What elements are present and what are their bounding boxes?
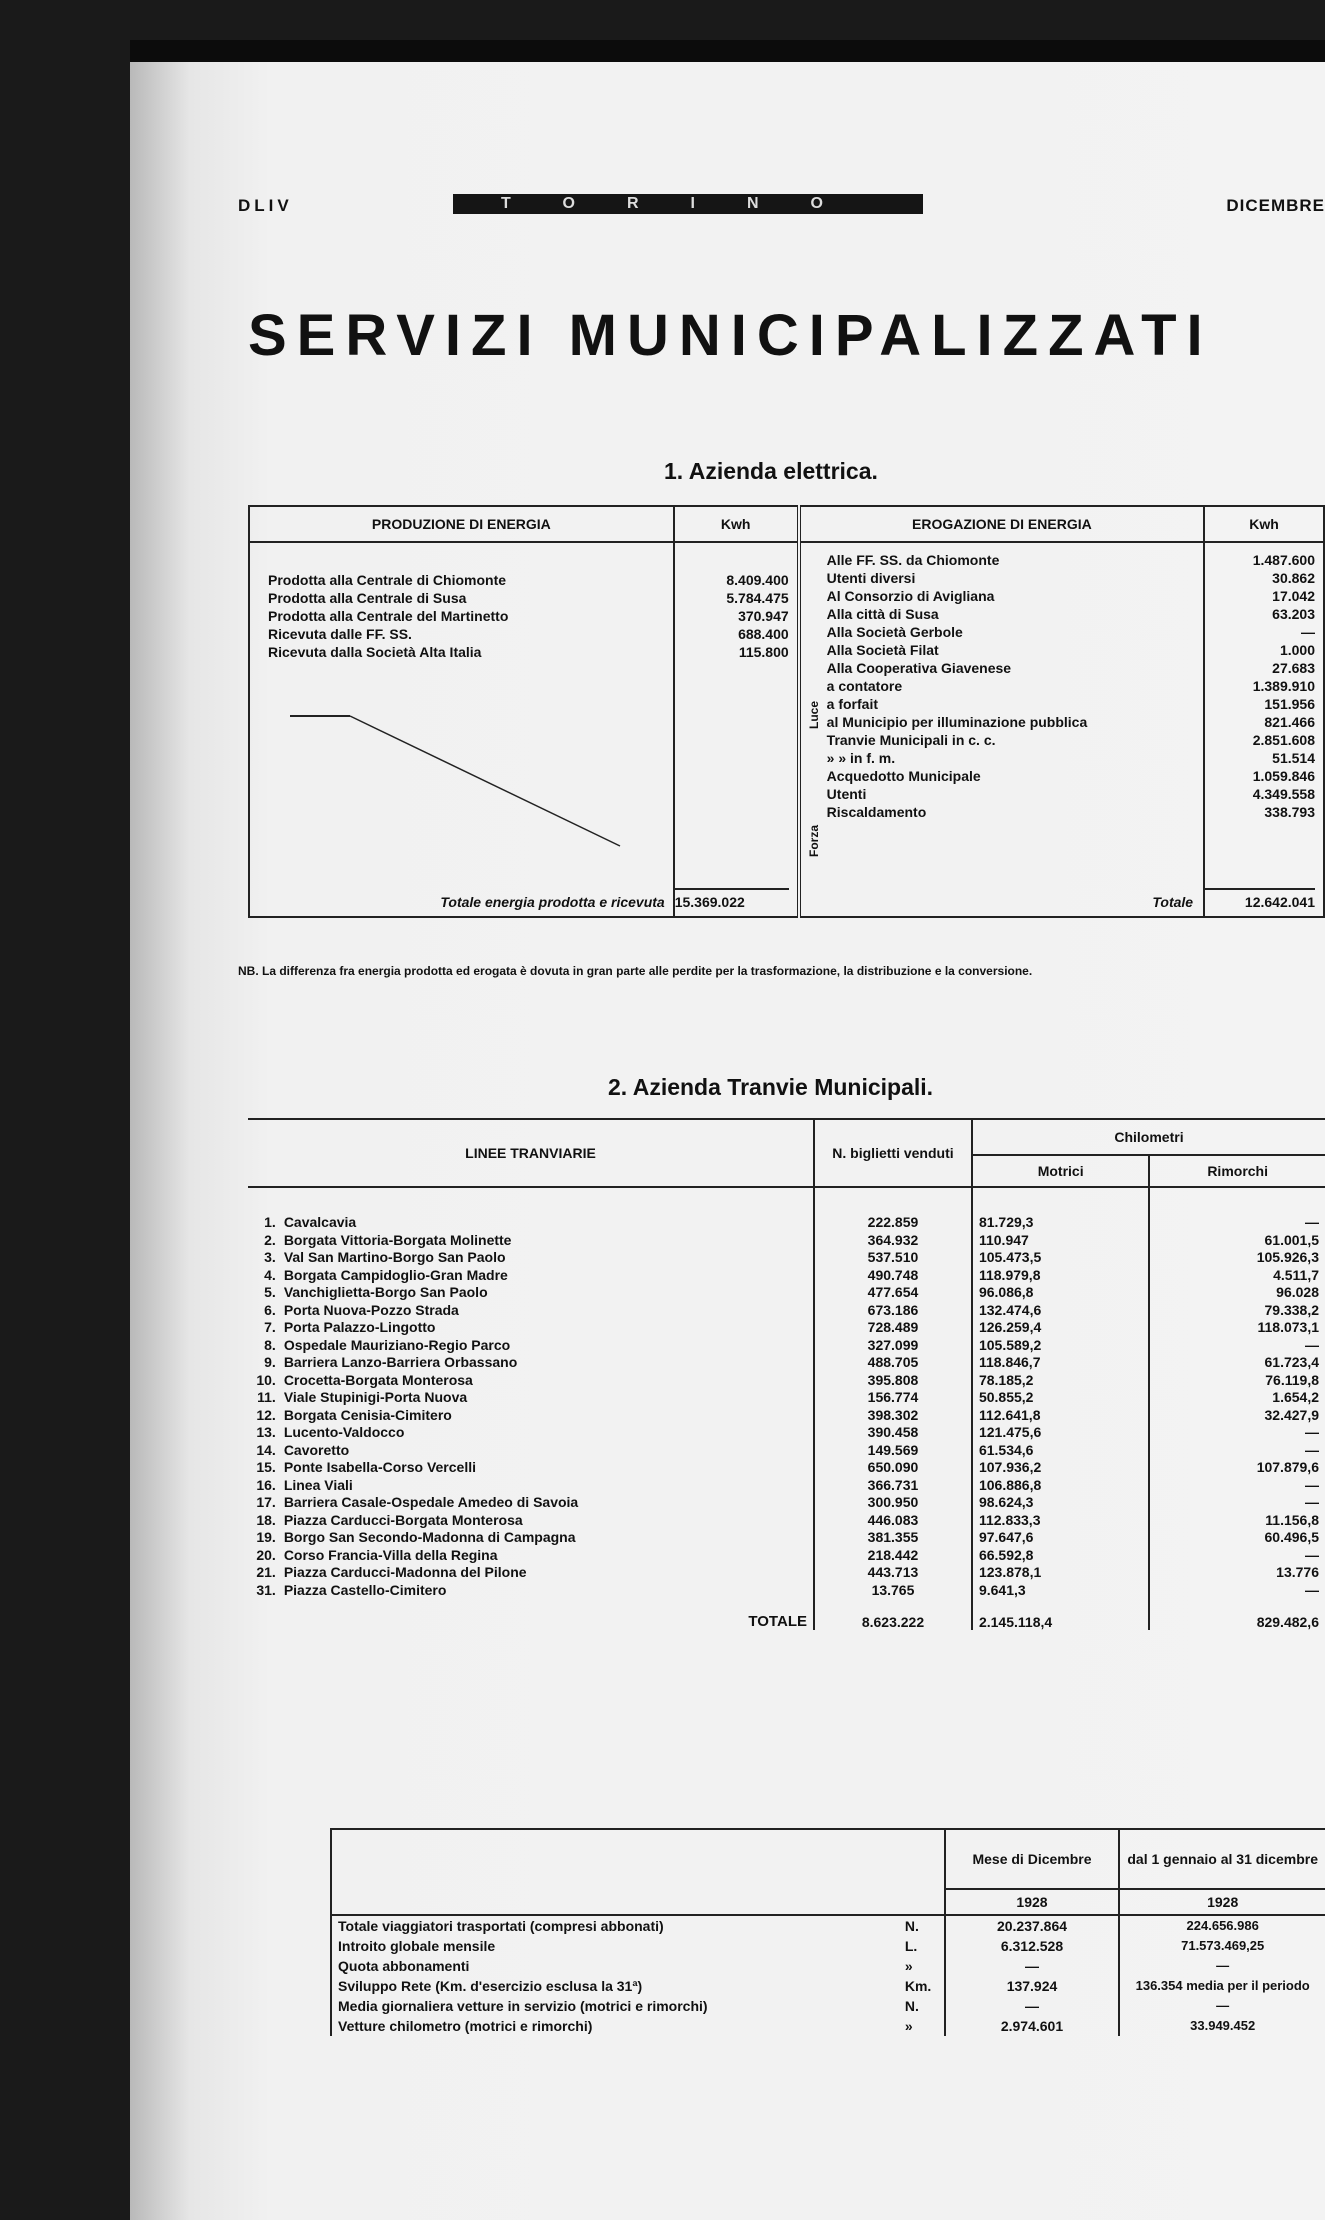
line-motrici: 9.641,3: [972, 1582, 1149, 1600]
tram-row: [248, 1494, 1325, 1512]
line-number: 3.: [264, 1249, 276, 1265]
line-motrici: 61.534,6: [972, 1442, 1149, 1460]
distribution-item-label: Al Consorzio di Avigliana: [826, 588, 995, 604]
line-number: 18.: [256, 1511, 276, 1528]
line-tickets: 443.713: [814, 1564, 972, 1582]
distribution-item-label: Alla Cooperativa Giavenese: [826, 660, 1012, 676]
distribution-item-label: Riscaldamento: [826, 804, 927, 820]
distribution-item-value: 51.514: [1272, 750, 1315, 766]
tram-total-tickets: 8.623.222: [814, 1599, 972, 1630]
lines-header: LINEE TRANVIARIE: [248, 1119, 814, 1187]
distribution-item-value: 338.793: [1264, 804, 1315, 820]
line-name: Porta Nuova-Pozzo Strada: [283, 1301, 459, 1318]
tram-row: [248, 1424, 1325, 1442]
line-name: Corso Francia-Villa della Regina: [283, 1546, 498, 1563]
distribution-list: [799, 542, 1204, 917]
line-number: 8.: [264, 1336, 276, 1353]
production-item-value: 8.409.400: [726, 572, 789, 588]
line-rimorchi: 1.654,2: [1149, 1389, 1325, 1407]
diagonal-line: [290, 711, 630, 851]
distribution-item-value: 821.466: [1264, 714, 1315, 730]
summary-unit-blank: [899, 1829, 945, 1915]
line-motrici: 105.473,5: [972, 1249, 1149, 1267]
line-tickets: 327.099: [814, 1337, 972, 1355]
line-tickets: 650.090: [814, 1459, 972, 1477]
line-motrici: 96.086,8: [972, 1284, 1149, 1302]
tram-total-rimorchi: 829.482,6: [1149, 1599, 1325, 1630]
tram-row: [248, 1459, 1325, 1477]
distribution-item-label: Utenti: [826, 786, 867, 802]
page-number: DLIV: [238, 196, 293, 215]
footnote: NB. La differenza fra energia prodotta ed erogata è dovuta in gran parte alle perdite per la trasformazione, la distribuzione e la conversione.: [238, 964, 1033, 978]
tram-row: [248, 1547, 1325, 1565]
production-list: [249, 542, 674, 917]
line-number: 9.: [264, 1354, 276, 1370]
distribution-item-value: 151.956: [1264, 696, 1315, 712]
production-item-value: 688.400: [738, 626, 789, 642]
summary-month: 20.237.864: [945, 1915, 1120, 1936]
distribution-item-value: 30.862: [1272, 570, 1315, 586]
tram-total-label: TOTALE: [748, 1613, 807, 1630]
tram-row: [248, 1477, 1325, 1495]
line-name: Cavalcavia: [283, 1214, 357, 1230]
line-rimorchi: —: [1149, 1494, 1325, 1512]
line-motrici: 81.729,3: [972, 1187, 1149, 1232]
summary-period: 71.573.469,25: [1119, 1936, 1325, 1956]
line-tickets: 537.510: [814, 1249, 972, 1267]
summary-label: Media giornaliera vetture in servizio (motrici e rimorchi): [331, 1996, 899, 2016]
summary-label: Introito globale mensile: [331, 1936, 899, 1956]
line-rimorchi: —: [1149, 1337, 1325, 1355]
distribution-item-label: » » in f. m.: [826, 750, 896, 766]
production-item-label: Prodotta alla Centrale di Chiomonte: [268, 572, 507, 588]
tram-row: [248, 1267, 1325, 1285]
summary-unit: L.: [904, 1938, 918, 1954]
distribution-total-value: 12.642.041: [1205, 888, 1315, 910]
line-tickets: 390.458: [814, 1424, 972, 1442]
line-rimorchi: —: [1149, 1547, 1325, 1565]
line-name: Piazza Castello-Cimitero: [283, 1581, 447, 1598]
production-item-value: 5.784.475: [726, 590, 789, 606]
production-item-value: 370.947: [738, 608, 789, 624]
line-name: Borgata Vittoria-Borgata Molinette: [283, 1231, 512, 1248]
line-rimorchi: 107.879,6: [1149, 1459, 1325, 1477]
production-item-label: Prodotta alla Centrale del Martinetto: [268, 608, 509, 624]
tram-row: [248, 1529, 1325, 1547]
line-motrici: 107.936,2: [972, 1459, 1149, 1477]
line-motrici: 98.624,3: [972, 1494, 1149, 1512]
line-name: Ponte Isabella-Corso Vercelli: [283, 1459, 476, 1475]
distribution-values: [1204, 542, 1324, 917]
line-name: Borgo San Secondo-Madonna di Campagna: [283, 1529, 576, 1545]
line-motrici: 121.475,6: [972, 1424, 1149, 1442]
line-motrici: 110.947: [972, 1232, 1149, 1250]
tram-row: [248, 1249, 1325, 1267]
summary-table: [330, 1828, 1325, 2036]
line-rimorchi: 76.119,8: [1149, 1372, 1325, 1390]
tram-row: [248, 1389, 1325, 1407]
line-rimorchi: 79.338,2: [1149, 1302, 1325, 1320]
line-tickets: 13.765: [814, 1582, 972, 1600]
line-number: 21.: [256, 1564, 276, 1580]
distribution-header: EROGAZIONE DI ENERGIA: [799, 506, 1204, 542]
line-number: 10.: [256, 1371, 276, 1388]
line-motrici: 106.886,8: [972, 1477, 1149, 1495]
line-tickets: 728.489: [814, 1319, 972, 1337]
motrici-header: Motrici: [972, 1155, 1149, 1187]
running-header: [238, 188, 1325, 228]
line-tickets: 156.774: [814, 1389, 972, 1407]
line-name: Barriera Casale-Ospedale Amedeo di Savoia: [283, 1494, 579, 1510]
summary-blank: [331, 1829, 899, 1915]
line-rimorchi: 4.511,7: [1149, 1267, 1325, 1285]
line-tickets: 673.186: [814, 1302, 972, 1320]
line-rimorchi: 61.001,5: [1149, 1232, 1325, 1250]
tickets-header: N. biglietti venduti: [814, 1119, 972, 1187]
production-total-value: 15.369.022: [675, 888, 789, 910]
tram-row: [248, 1354, 1325, 1372]
luce-label: Luce: [806, 701, 821, 730]
summary-unit: N.: [904, 1918, 919, 1934]
line-name: Cavoretto: [283, 1441, 350, 1458]
distribution-item-label: Alla Società Filat: [826, 642, 939, 658]
km-header: Chilometri: [972, 1119, 1325, 1155]
line-tickets: 366.731: [814, 1477, 972, 1495]
line-rimorchi: 96.028: [1149, 1284, 1325, 1302]
line-number: 16.: [256, 1476, 276, 1493]
year-month: 1928: [945, 1889, 1120, 1915]
summary-row: [331, 1915, 1325, 1936]
distribution-item-label: al Municipio per illuminazione pubblica: [826, 714, 1088, 730]
line-name: Viale Stupinigi-Porta Nuova: [283, 1389, 468, 1405]
tram-row: [248, 1302, 1325, 1320]
line-motrici: 112.833,3: [972, 1512, 1149, 1530]
line-motrici: 105.589,2: [972, 1337, 1149, 1355]
line-tickets: 218.442: [814, 1547, 972, 1565]
line-motrici: 118.846,7: [972, 1354, 1149, 1372]
month-label: DICEMBRE: [1226, 196, 1325, 215]
summary-period: 136.354 media per il periodo: [1119, 1976, 1325, 1996]
tram-total-motrici: 2.145.118,4: [972, 1599, 1149, 1630]
tram-row: [248, 1442, 1325, 1460]
line-name: Borgata Cenisia-Cimitero: [283, 1406, 452, 1423]
line-rimorchi: 32.427,9: [1149, 1407, 1325, 1425]
line-tickets: 398.302: [814, 1407, 972, 1425]
line-tickets: 149.569: [814, 1442, 972, 1460]
tram-row: [248, 1564, 1325, 1582]
production-item-value: 115.800: [738, 644, 789, 660]
line-name: Vanchiglietta-Borgo San Paolo: [283, 1284, 488, 1300]
document-page: [130, 40, 1325, 2220]
line-tickets: 446.083: [814, 1512, 972, 1530]
distribution-item-label: Alla città di Susa: [826, 606, 939, 622]
line-name: Barriera Lanzo-Barriera Orbassano: [283, 1354, 518, 1370]
tram-table: [248, 1118, 1325, 1630]
line-number: 4.: [264, 1266, 276, 1283]
production-total-label: Totale energia prodotta e ricevuta: [440, 894, 665, 910]
line-motrici: 50.855,2: [972, 1389, 1149, 1407]
summary-row: [331, 2016, 1325, 2036]
distribution-item-value: 1.000: [1279, 642, 1315, 658]
line-motrici: 132.474,6: [972, 1302, 1149, 1320]
city-band: TORINO: [453, 194, 923, 214]
distribution-item-value: 17.042: [1272, 588, 1315, 604]
line-rimorchi: —: [1149, 1582, 1325, 1600]
summary-unit: Km.: [904, 1978, 932, 1994]
line-rimorchi: 60.496,5: [1149, 1529, 1325, 1547]
production-item-label: Ricevuta dalla Società Alta Italia: [268, 644, 482, 660]
tram-row: [248, 1319, 1325, 1337]
section-1-title: 1. Azienda elettrica.: [664, 458, 878, 484]
production-item-label: Prodotta alla Centrale di Susa: [268, 590, 467, 606]
distribution-item-value: —: [1301, 624, 1315, 640]
line-motrici: 118.979,8: [972, 1267, 1149, 1285]
summary-period: 33.949.452: [1119, 2016, 1325, 2036]
line-number: 14.: [256, 1441, 276, 1458]
line-tickets: 300.950: [814, 1494, 972, 1512]
section-2-title: 2. Azienda Tranvie Municipali.: [608, 1074, 934, 1100]
summary-month: —: [945, 1996, 1120, 2016]
summary-label: Totale viaggiatori trasportati (compresi abbonati): [331, 1915, 899, 1936]
summary-unit: N.: [904, 1998, 919, 2014]
summary-label: Quota abbonamenti: [331, 1956, 899, 1976]
top-border: [130, 40, 1325, 62]
tram-row: [248, 1407, 1325, 1425]
distribution-item-value: 1.389.910: [1252, 678, 1315, 694]
summary-label: Vetture chilometro (motrici e rimorchi): [331, 2016, 899, 2036]
line-number: 1.: [264, 1214, 276, 1230]
forza-label: Forza: [806, 825, 821, 858]
production-values: [674, 542, 799, 917]
line-number: 17.: [256, 1494, 276, 1510]
distribution-item-label: Alle FF. SS. da Chiomonte: [826, 552, 1000, 568]
line-name: Piazza Carducci-Borgata Monterosa: [283, 1511, 523, 1528]
line-motrici: 126.259,4: [972, 1319, 1149, 1337]
summary-row: [331, 1976, 1325, 1996]
tram-row: [248, 1337, 1325, 1355]
distribution-item-value: 1.059.846: [1252, 768, 1315, 784]
line-name: Borgata Campidoglio-Gran Madre: [283, 1266, 508, 1283]
summary-unit: »: [904, 1958, 913, 1974]
line-rimorchi: —: [1149, 1424, 1325, 1442]
line-number: 15.: [256, 1459, 276, 1475]
production-header: PRODUZIONE DI ENERGIA: [249, 506, 674, 542]
distribution-total-label: Totale: [1152, 894, 1194, 910]
line-tickets: 488.705: [814, 1354, 972, 1372]
page-title: SERVIZI MUNICIPALIZZATI: [248, 303, 1213, 368]
line-number: 13.: [256, 1424, 276, 1440]
summary-month: 2.974.601: [945, 2016, 1120, 2036]
line-name: Ospedale Mauriziano-Regio Parco: [283, 1336, 511, 1353]
line-number: 12.: [256, 1406, 276, 1423]
line-number: 20.: [256, 1546, 276, 1563]
line-name: Piazza Carducci-Madonna del Pilone: [283, 1564, 527, 1580]
line-tickets: 381.355: [814, 1529, 972, 1547]
line-motrici: 112.641,8: [972, 1407, 1149, 1425]
tram-row: [248, 1512, 1325, 1530]
summary-month: —: [945, 1956, 1120, 1976]
tram-row: [248, 1232, 1325, 1250]
line-number: 19.: [256, 1529, 276, 1545]
line-tickets: 395.808: [814, 1372, 972, 1390]
line-number: 31.: [256, 1581, 276, 1598]
distribution-item-value: 2.851.608: [1252, 732, 1315, 748]
line-tickets: 477.654: [814, 1284, 972, 1302]
line-rimorchi: —: [1149, 1442, 1325, 1460]
line-rimorchi: 13.776: [1149, 1564, 1325, 1582]
year-period: 1928: [1119, 1889, 1325, 1915]
month-header: Mese di Dicembre: [945, 1829, 1120, 1889]
distribution-item-label: a forfait: [826, 696, 879, 712]
summary-month: 6.312.528: [945, 1936, 1120, 1956]
line-tickets: 490.748: [814, 1267, 972, 1285]
distribution-item-value: 1.487.600: [1252, 552, 1315, 568]
line-rimorchi: 61.723,4: [1149, 1354, 1325, 1372]
production-item-label: Ricevuta dalle FF. SS.: [268, 626, 412, 642]
distribution-item-value: 63.203: [1272, 606, 1315, 622]
line-number: 6.: [264, 1301, 276, 1318]
line-name: Porta Palazzo-Lingotto: [283, 1319, 436, 1335]
line-rimorchi: 11.156,8: [1149, 1512, 1325, 1530]
line-tickets: 222.859: [814, 1187, 972, 1232]
line-rimorchi: —: [1149, 1477, 1325, 1495]
line-name: Val San Martino-Borgo San Paolo: [283, 1249, 506, 1265]
summary-month: 137.924: [945, 1976, 1120, 1996]
line-number: 2.: [264, 1231, 276, 1248]
tram-row: [248, 1284, 1325, 1302]
line-motrici: 78.185,2: [972, 1372, 1149, 1390]
summary-period: —: [1119, 1996, 1325, 2016]
line-rimorchi: 105.926,3: [1149, 1249, 1325, 1267]
line-tickets: 364.932: [814, 1232, 972, 1250]
line-motrici: 123.878,1: [972, 1564, 1149, 1582]
summary-label: Sviluppo Rete (Km. d'esercizio esclusa la 31ª): [331, 1976, 899, 1996]
rimorchi-header: Rimorchi: [1149, 1155, 1325, 1187]
summary-period: 224.656.986: [1119, 1915, 1325, 1936]
line-motrici: 97.647,6: [972, 1529, 1149, 1547]
line-name: Linea Viali: [283, 1476, 353, 1493]
summary-row: [331, 1936, 1325, 1956]
electricity-table: [248, 505, 1325, 918]
distribution-item-label: Tranvie Municipali in c. c.: [826, 732, 996, 748]
distribution-item-value: 27.683: [1272, 660, 1315, 676]
distribution-item-label: Acquedotto Municipale: [826, 768, 981, 784]
tram-row: [248, 1187, 1325, 1232]
tram-row: [248, 1372, 1325, 1390]
line-number: 5.: [264, 1284, 276, 1300]
summary-row: [331, 1996, 1325, 2016]
period-header: dal 1 gennaio al 31 dicembre: [1119, 1829, 1325, 1889]
line-motrici: 66.592,8: [972, 1547, 1149, 1565]
kwh-header-1: Kwh: [674, 506, 799, 542]
line-number: 7.: [264, 1319, 276, 1335]
line-rimorchi: —: [1149, 1187, 1325, 1232]
line-rimorchi: 118.073,1: [1149, 1319, 1325, 1337]
kwh-header-2: Kwh: [1204, 506, 1324, 542]
line-number: 11.: [257, 1389, 276, 1405]
distribution-item-label: Utenti diversi: [826, 570, 916, 586]
summary-period: —: [1119, 1956, 1325, 1976]
distribution-item-label: Alla Società Gerbole: [826, 624, 963, 640]
summary-row: [331, 1956, 1325, 1976]
line-name: Lucento-Valdocco: [283, 1424, 405, 1440]
distribution-item-value: 4.349.558: [1252, 786, 1315, 802]
distribution-item-label: a contatore: [826, 678, 903, 694]
tram-row: [248, 1582, 1325, 1600]
summary-unit: »: [904, 2018, 913, 2034]
line-name: Crocetta-Borgata Monterosa: [283, 1371, 473, 1388]
